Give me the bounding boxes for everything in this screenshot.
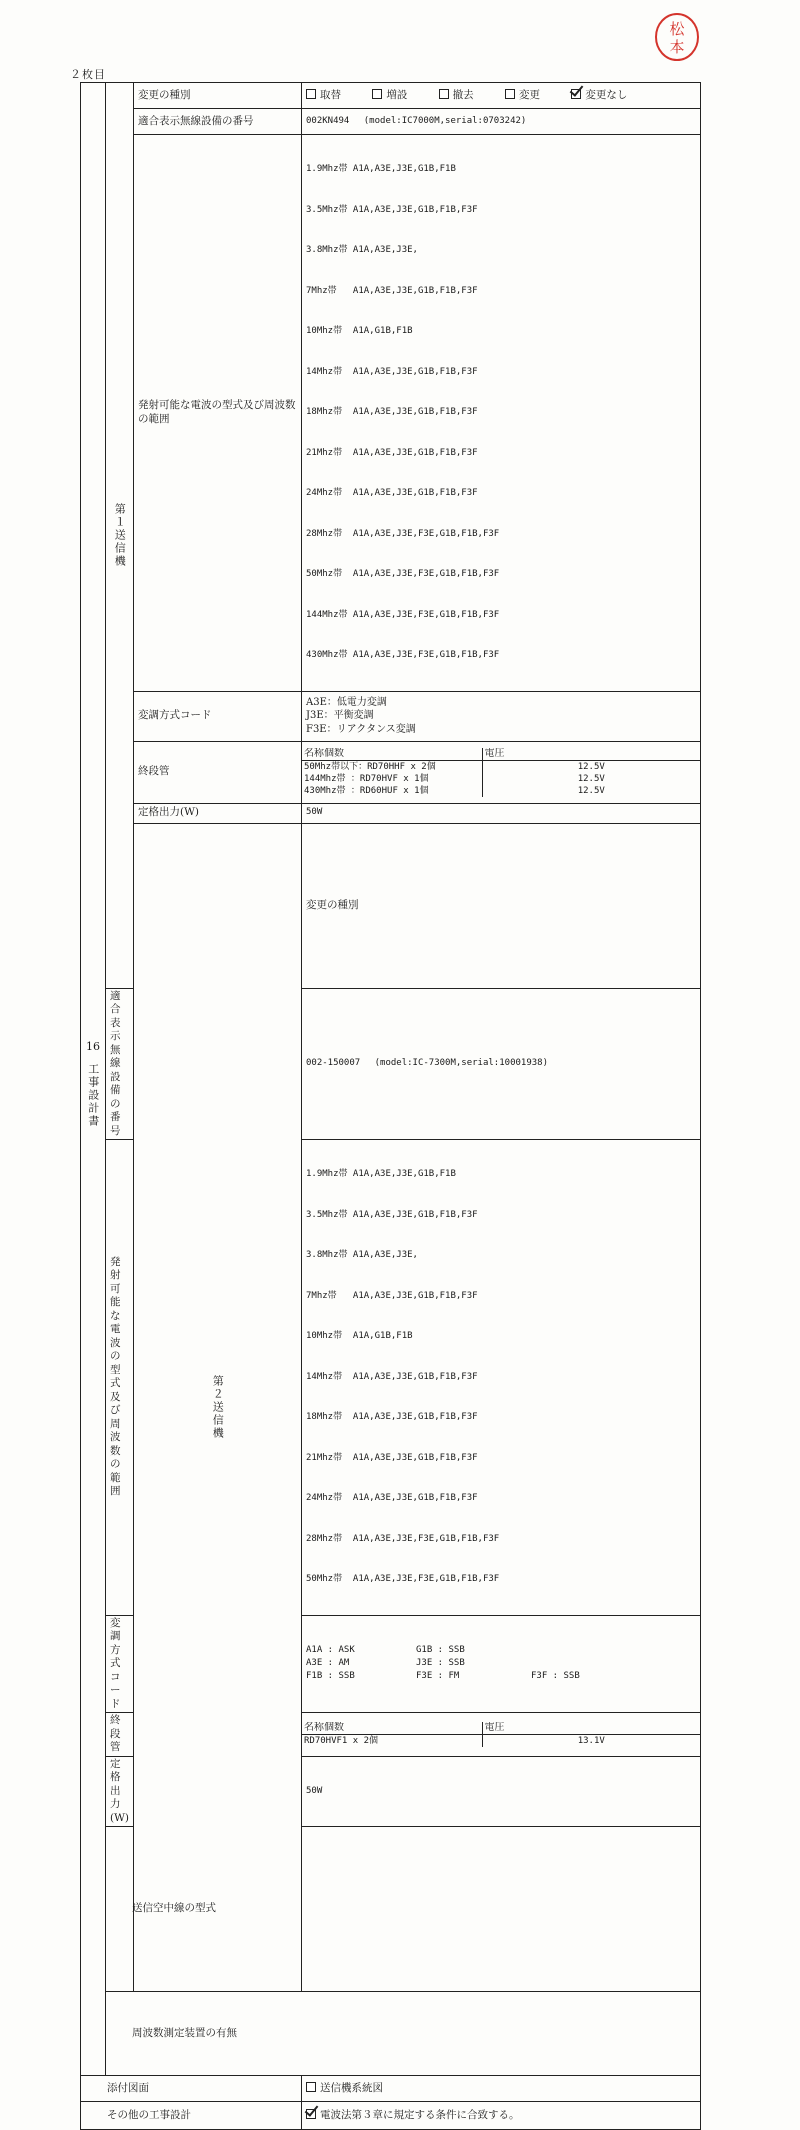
modulation-line: A3E：低電力変調	[306, 696, 387, 708]
final-name: 144Mhz帯 ：RD70HVF x 1個	[304, 773, 429, 784]
section-cell	[81, 83, 106, 2076]
band-line: 144Mhz帯 A1A,A3E,J3E,F3E,G1B,F1B,F3F	[306, 609, 500, 620]
tx2-modulation	[302, 1615, 701, 1713]
band-line: 21Mhz帯 A1A,A3E,J3E,G1B,F1B,F3F	[306, 447, 478, 458]
section-number: 16	[86, 1039, 100, 1053]
modulation-item: A1A : ASK	[306, 1644, 355, 1655]
final-header-name: 名称個数	[302, 1722, 482, 1735]
final-name: RD70HVF1 x 2個	[304, 1735, 379, 1746]
band-line: 1.9Mhz帯 A1A,A3E,J3E,G1B,F1B	[306, 1169, 456, 1179]
other-label: その他の工事設計	[81, 2102, 302, 2130]
section-title: 工事設計書	[86, 1063, 100, 1129]
modulation-item: A3E : AM	[306, 1658, 350, 1669]
tx2-emission-label: 発射可能な電波の型式及び周波数の範囲	[106, 1140, 134, 1616]
checkbox-icon	[306, 89, 316, 99]
band-line: 14Mhz帯 A1A,A3E,J3E,G1B,F1B,F3F	[306, 366, 478, 377]
modulation-item: F3E : FM	[416, 1671, 460, 1682]
tx1-opt-add[interactable]: 増設	[372, 89, 407, 103]
tx1-power-value: 50W	[302, 803, 701, 823]
band-line: 21Mhz帯 A1A,A3E,J3E,G1B,F1B,F3F	[306, 1452, 478, 1463]
final-header-name: 名称個数	[302, 748, 482, 761]
tx1-modulation-label: 変調方式コード	[134, 691, 302, 741]
band-line: 3.8Mhz帯 A1A,A3E,J3E,	[306, 1250, 418, 1260]
band-line: 24Mhz帯 A1A,A3E,J3E,G1B,F1B,F3F	[306, 488, 478, 498]
antenna-label: 送信空中線の型式	[106, 1827, 701, 1992]
band-line: 3.5Mhz帯 A1A,A3E,J3E,G1B,F1B,F3F	[306, 1209, 478, 1220]
band-line: 14Mhz帯 A1A,A3E,J3E,G1B,F1B,F3F	[306, 1371, 478, 1382]
modulation-line: J3E：平衡変調	[306, 710, 374, 722]
design-table	[80, 82, 701, 2130]
final-header-voltage: 電圧	[482, 748, 700, 761]
band-line: 18Mhz帯 A1A,A3E,J3E,G1B,F1B,F3F	[306, 1412, 478, 1422]
final-voltage: 12.5V	[482, 773, 700, 785]
tx1-opt-no-change[interactable]: 変更なし	[571, 89, 627, 103]
modulation-item	[531, 1644, 641, 1657]
modulation-item: G1B : SSB	[416, 1644, 465, 1655]
band-line: 10Mhz帯 A1A,G1B,F1B	[306, 326, 413, 336]
tx1-label: 第１送信機	[113, 502, 127, 568]
tx1-opt-remove[interactable]: 撤去	[439, 89, 474, 103]
page-label: ２枚目	[70, 68, 106, 81]
band-line: 28Mhz帯 A1A,A3E,J3E,F3E,G1B,F1B,F3F	[306, 1533, 500, 1544]
modulation-item: J3E : SSB	[416, 1658, 465, 1669]
checked-checkbox-icon	[571, 89, 581, 99]
tx1-opt-change[interactable]: 変更	[505, 89, 540, 103]
tx2-power-value: 50W	[302, 1756, 701, 1827]
other-option[interactable]: 電波法第３章に規定する条件に合致する。	[302, 2102, 701, 2130]
checkbox-icon	[505, 89, 515, 99]
band-line: 50Mhz帯 A1A,A3E,J3E,F3E,G1B,F1B,F3F	[306, 1574, 500, 1584]
tx2-final-table	[302, 1722, 700, 1747]
attached-option[interactable]: 送信機系統図	[302, 2076, 701, 2102]
band-line: 18Mhz帯 A1A,A3E,J3E,G1B,F1B,F3F	[306, 407, 478, 417]
svg-text:本: 本	[669, 38, 685, 56]
final-voltage: 12.5V	[482, 785, 700, 797]
tx2-final-cell	[302, 1713, 701, 1757]
svg-text:松: 松	[669, 20, 685, 38]
band-line: 10Mhz帯 A1A,G1B,F1B	[306, 1331, 413, 1341]
checkbox-icon	[372, 89, 382, 99]
modulation-item	[531, 1657, 641, 1670]
band-line: 430Mhz帯 A1A,A3E,J3E,F3E,G1B,F1B,F3F	[306, 650, 500, 660]
tx2-change-type-label: 変更の種別	[302, 823, 701, 988]
tx1-change-options	[302, 83, 701, 109]
band-line: 50Mhz帯 A1A,A3E,J3E,F3E,G1B,F1B,F3F	[306, 569, 500, 579]
modulation-line: F3E：リアクタンス変調	[306, 723, 416, 735]
tx1-change-type-label: 変更の種別	[134, 83, 302, 109]
band-line: 7Mhz帯 A1A,A3E,J3E,G1B,F1B,F3F	[306, 1290, 478, 1301]
final-name: 430Mhz帯 ：RD60HUF x 1個	[304, 785, 429, 796]
final-name: 50Mhz帯以下：RD70HHF x 2個	[304, 761, 436, 772]
tx1-opt-replace[interactable]: 取替	[306, 89, 341, 103]
tx1-final-table	[302, 748, 700, 797]
tx2-cert-value: 002-150007 (model:IC-7300M,serial:10001938)	[302, 988, 701, 1140]
tx1-bands	[302, 135, 701, 692]
tx2-label: 第２送信機	[211, 1374, 225, 1440]
seal-stamp	[654, 12, 700, 62]
modulation-item: F1B : SSB	[306, 1671, 355, 1682]
tx2-modulation-label: 変調方式コード	[106, 1615, 134, 1713]
tx1-label-cell	[106, 83, 134, 989]
band-line: 28Mhz帯 A1A,A3E,J3E,F3E,G1B,F1B,F3F	[306, 528, 500, 539]
tx1-cert-label: 適合表示無線設備の番号	[134, 109, 302, 135]
tx2-label-cell	[134, 823, 302, 1992]
final-voltage: 12.5V	[482, 760, 700, 773]
tx1-modulation	[302, 691, 701, 741]
tx2-final-label: 終段管	[106, 1713, 134, 1757]
tx1-cert-value: 002KN494 (model:IC7000M,serial:0703242)	[302, 109, 701, 135]
tx2-bands	[302, 1140, 701, 1616]
checkbox-icon	[306, 2082, 316, 2092]
freq-meter-label: 周波数測定装置の有無	[106, 1992, 701, 2076]
checkbox-icon	[439, 89, 449, 99]
tx1-power-label: 定格出力(W)	[134, 803, 302, 823]
final-header-voltage: 電圧	[482, 1722, 700, 1735]
band-line: 1.9Mhz帯 A1A,A3E,J3E,G1B,F1B	[306, 164, 456, 174]
band-line: 3.8Mhz帯 A1A,A3E,J3E,	[306, 245, 418, 255]
attached-label: 添付図面	[81, 2076, 302, 2102]
tx1-emission-label: 発射可能な電波の型式及び周波数の範囲	[134, 135, 302, 692]
tx1-final-cell	[302, 741, 701, 803]
tx1-final-label: 終段管	[134, 741, 302, 803]
band-line: 7Mhz帯 A1A,A3E,J3E,G1B,F1B,F3F	[306, 285, 478, 296]
tx2-power-label: 定格出力(W)	[106, 1756, 134, 1827]
checked-checkbox-icon	[306, 2109, 316, 2119]
tx2-cert-label: 適合表示無線設備の番号	[106, 988, 134, 1140]
modulation-item: F3F : SSB	[531, 1671, 580, 1682]
final-voltage: 13.1V	[482, 1734, 700, 1747]
band-line: 24Mhz帯 A1A,A3E,J3E,G1B,F1B,F3F	[306, 1493, 478, 1503]
band-line: 3.5Mhz帯 A1A,A3E,J3E,G1B,F1B,F3F	[306, 204, 478, 215]
